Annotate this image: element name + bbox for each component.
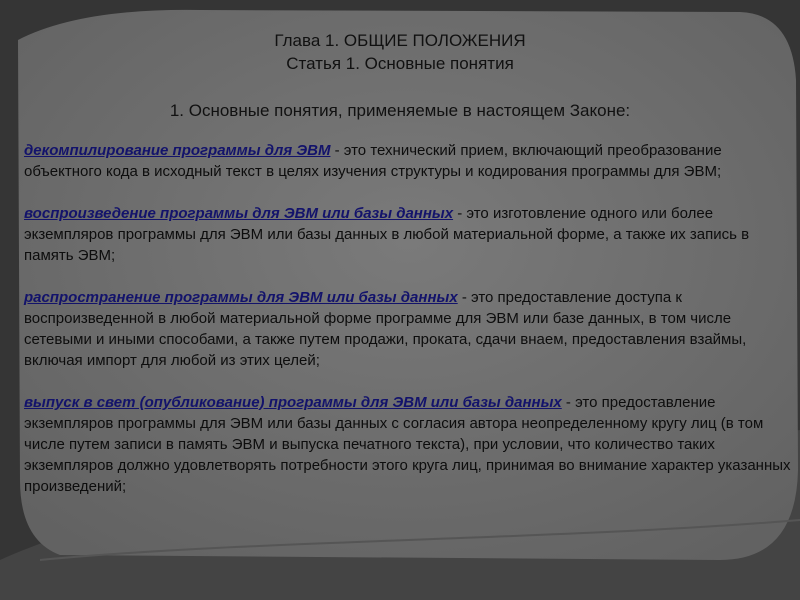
definition-reproduction: [24, 203, 794, 266]
definitions-list: [24, 140, 794, 518]
definition-term: распространение программы для ЭВМ или базы данных: [24, 289, 458, 306]
definition-term: декомпилирование программы для ЭВМ: [24, 142, 331, 159]
definition-distribution: [24, 287, 794, 371]
slide-header: [0, 30, 800, 75]
chapter-title: Глава 1. ОБЩИЕ ПОЛОЖЕНИЯ: [274, 31, 526, 50]
article-title: Статья 1. Основные понятия: [286, 54, 514, 73]
definition-term: выпуск в свет (опубликование) программы для ЭВМ или базы данных: [24, 394, 562, 411]
definition-text: - это изготовление одного или более экземпляров программы для ЭВМ или базы данных в любой материальной форме, а также их запись в память ЭВМ;: [24, 205, 750, 264]
definition-text: - это предоставление доступа к воспроизведенной в любой материальной форме программе для ЭВМ или базе данных, в том числе сетевыми и иными способами, а также путем продажи, проката, сдачи внаем, предоставления взаймы, включая импорт для любой из этих целей;: [24, 289, 747, 369]
definition-decompilation: [24, 140, 794, 182]
intro-heading: 1. Основные понятия, применяемые в настоящем Законе:: [169, 101, 631, 120]
definition-text: - это предоставление экземпляров программы для ЭВМ или базы данных с согласия автора неопределенному кругу лиц (в том числе путем записи в память ЭВМ и выпуска печатного текста), при условии, что количество таких экземпляров должно удовлетворять потребности этого круга лиц, принимая во внимание характер указанных произведений;: [24, 394, 791, 495]
definition-text: - это технический прием, включающий преобразование объектного кода в исходный текст в целях изучения структуры и кодирования программы для ЭВМ;: [24, 142, 722, 180]
definition-publication: [24, 392, 794, 497]
definition-term: воспроизведение программы для ЭВМ или базы данных: [24, 205, 454, 222]
